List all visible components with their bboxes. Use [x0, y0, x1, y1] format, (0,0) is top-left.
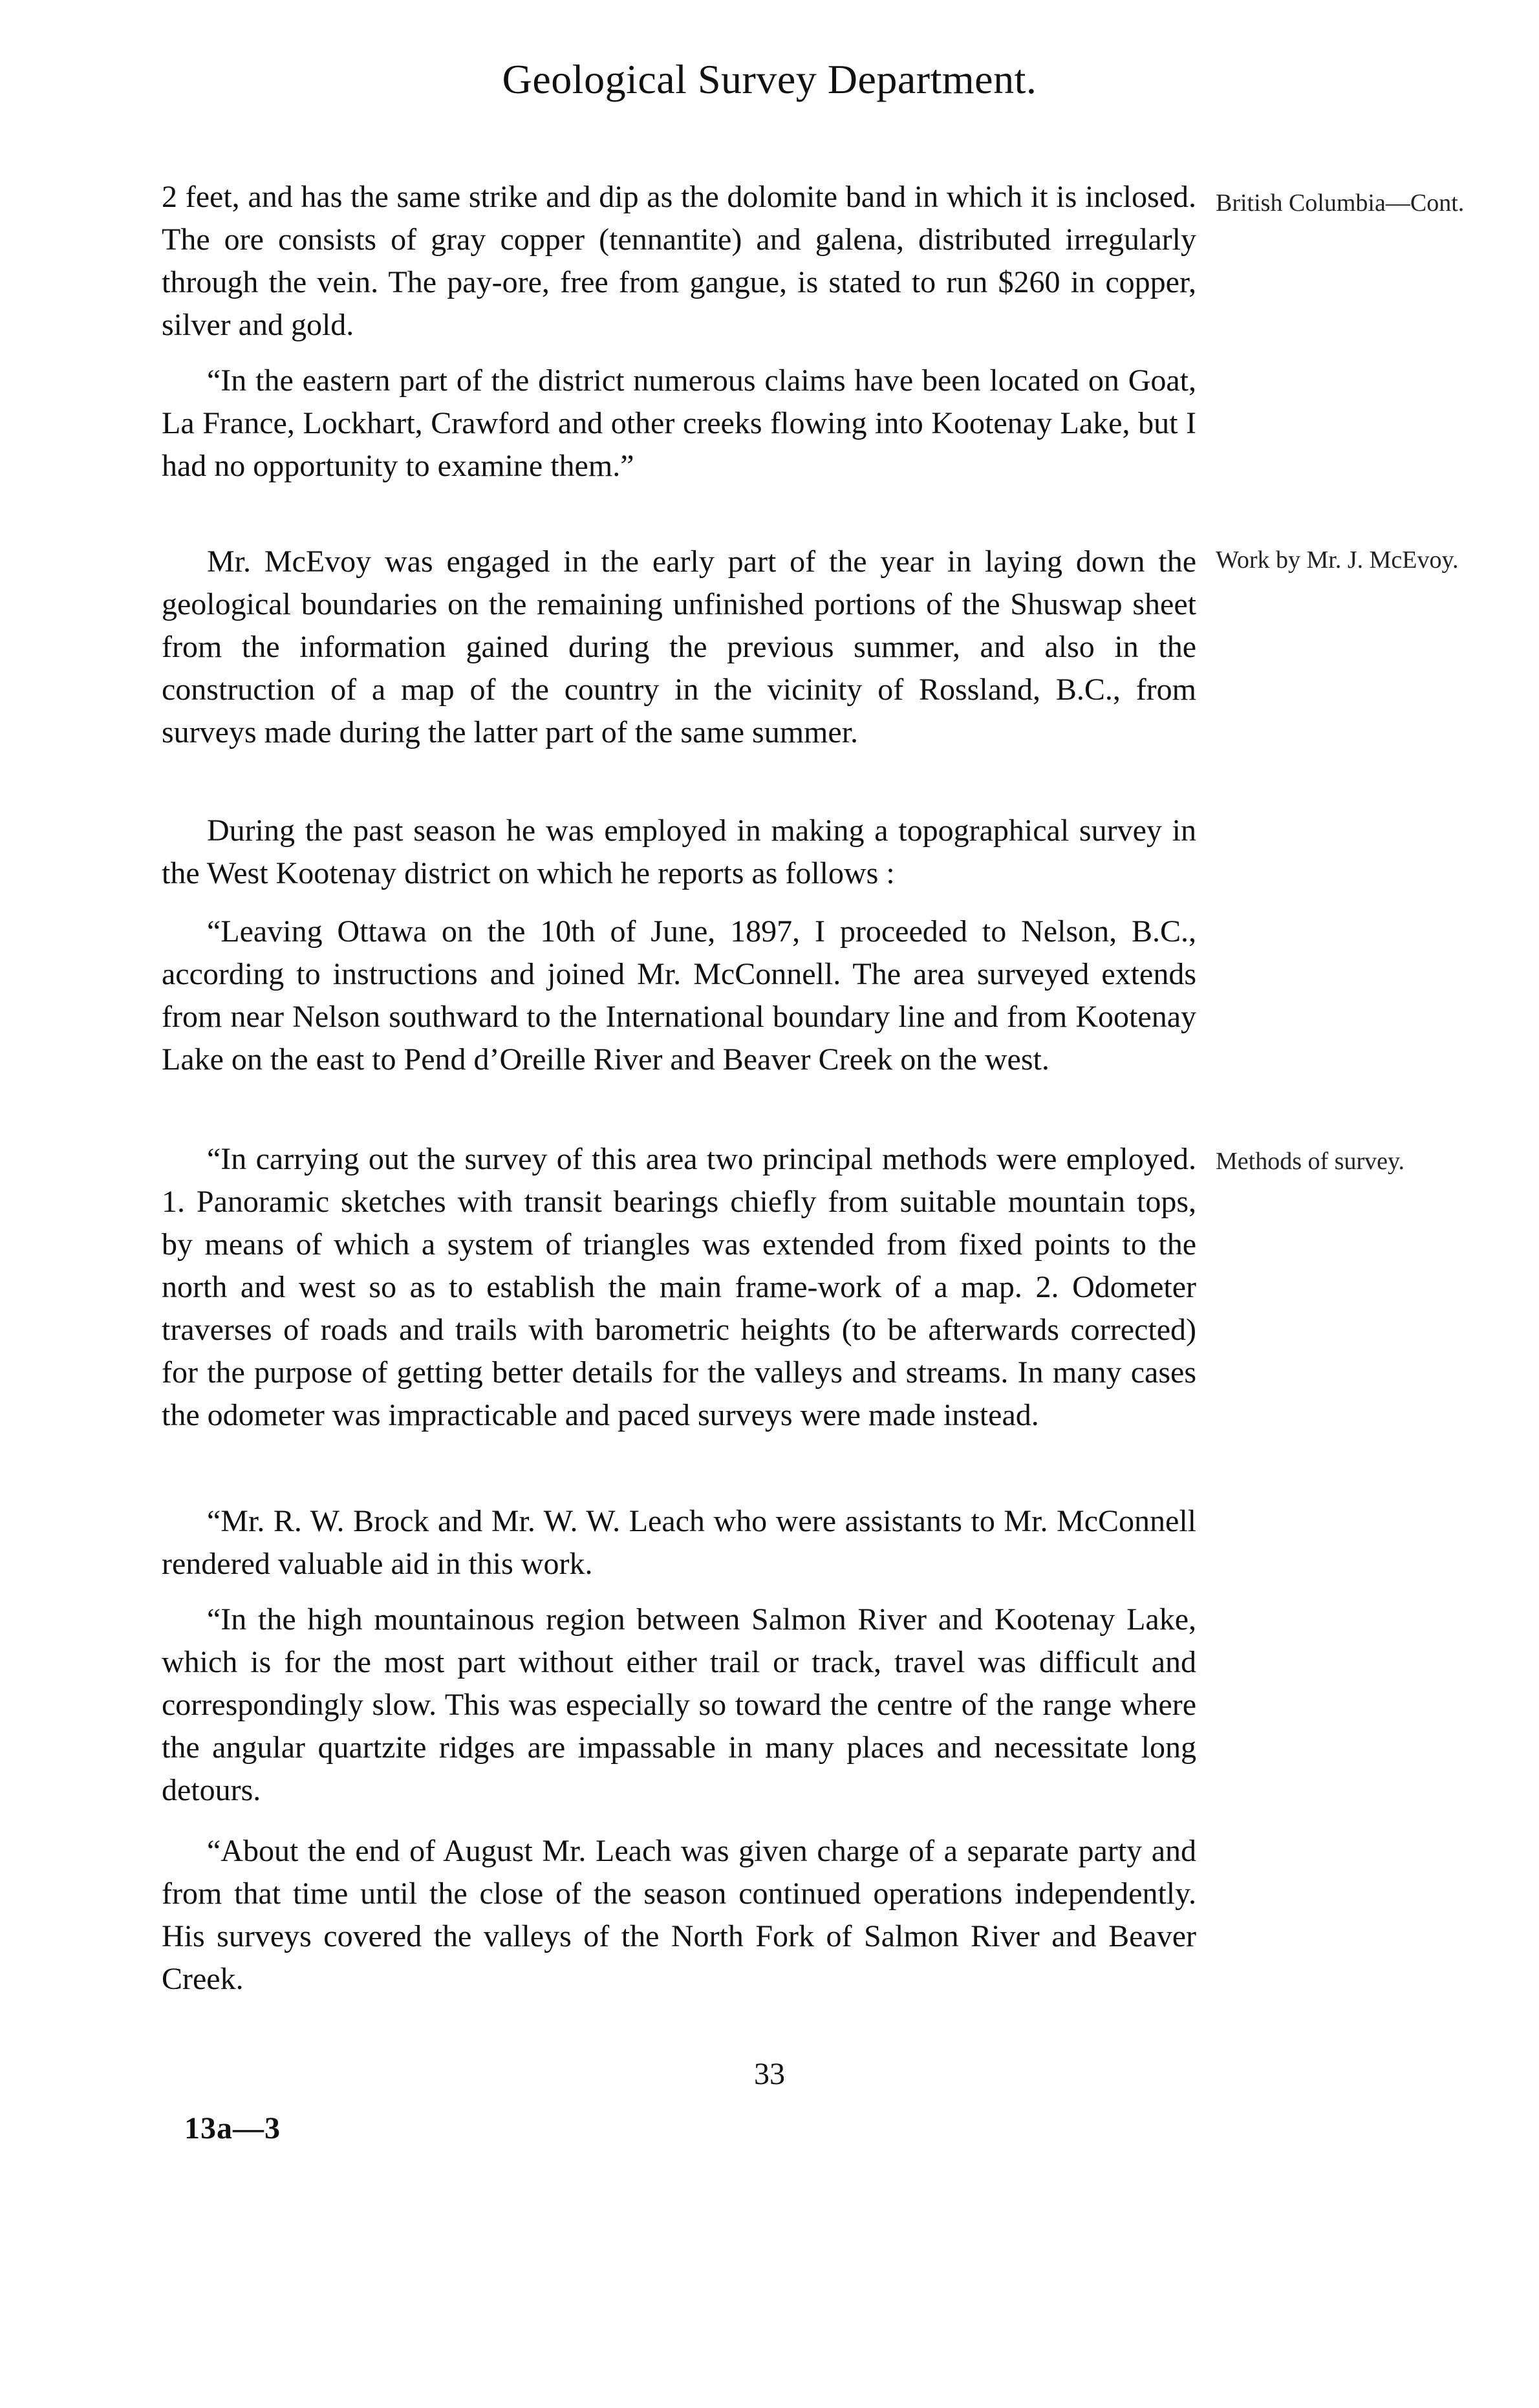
margin-note-methods-of-survey: Methods of survey. — [1216, 1148, 1404, 1175]
margin-note-british-columbia: British Columbia—Cont. — [1216, 189, 1465, 217]
paragraph-assistants: “Mr. R. W. Brock and Mr. W. W. Leach who were assistants to Mr. McConnell rendered valuable aid in this work. — [162, 1504, 1196, 1581]
paragraph-ore-description: 2 feet, and has the same strike and dip as the dolomite band in which it is inclosed. The ore consists of gray copper (tennantite) and galena, distributed irregularly through the vein. The pay-ore, free from gangue, is stated to run $260 in copper, silver and gold. — [162, 180, 1196, 342]
paragraph-mcevoy-work: Mr. McEvoy was engaged in the early part of the year in laying down the geological boundaries on the remaining unfinished portions of the Shuswap sheet from the information gained during the previous summer, and also in the construction of a map of the country in the vicinity of Rossland, B.C., from surveys made during the latter part of the same summer. — [162, 544, 1196, 749]
paragraph-leaving-ottawa: “Leaving Ottawa on the 10th of June, 1897, I proceeded to Nelson, B.C., according to instructions and joined Mr. McConnell. The area surveyed extends from near Nelson southward to the International boundary line and from Kootenay Lake on the east to Pend d’Oreille River and Beaver Creek on the west. — [162, 914, 1196, 1077]
signature-mark: 13a—3 — [184, 2111, 281, 2145]
paragraph-past-season: During the past season he was employed in making a topographical survey in the West Kootenay district on which he reports as follows : — [162, 813, 1196, 890]
paragraph-survey-methods: “In carrying out the survey of this area two principal methods were employed. 1. Panoramic sketches with transit bearings chiefly from suitable mountain tops, by means of which a system of triangles was extended from fixed points to the north and west so as to establish the main frame-work of a map. 2. Odometer traverses of roads and trails with barometric heights (to be afterwards corrected) for the purpose of getting better details for the valleys and streams. In many cases the odometer was impracticable and paced surveys were made instead. — [162, 1142, 1196, 1432]
paragraph-leach-party: “About the end of August Mr. Leach was given charge of a separate party and from that time until the close of the season continued operations independently. His surveys covered the valleys of the North Fork of Salmon River and Beaver Creek. — [162, 1834, 1196, 1996]
page-header: Geological Survey Department. — [502, 56, 1037, 102]
paragraph-mountainous-region: “In the high mountainous region between Salmon River and Kootenay Lake, which is for the most part without either trail or track, travel was difficult and correspondingly slow. This was especially so toward the centre of the range where the angular quartzite ridges are impassable in many places and necessitate long detours. — [162, 1602, 1196, 1807]
page-number: 33 — [754, 2057, 785, 2091]
margin-note-work-by-mcevoy: Work by Mr. J. McEvoy. — [1216, 546, 1459, 574]
paragraph-eastern-district: “In the eastern part of the district numerous claims have been located on Goat, La France, Lockhart, Crawford and other creeks flowing into Kootenay Lake, but I had no opportunity to examine them.” — [162, 363, 1196, 483]
